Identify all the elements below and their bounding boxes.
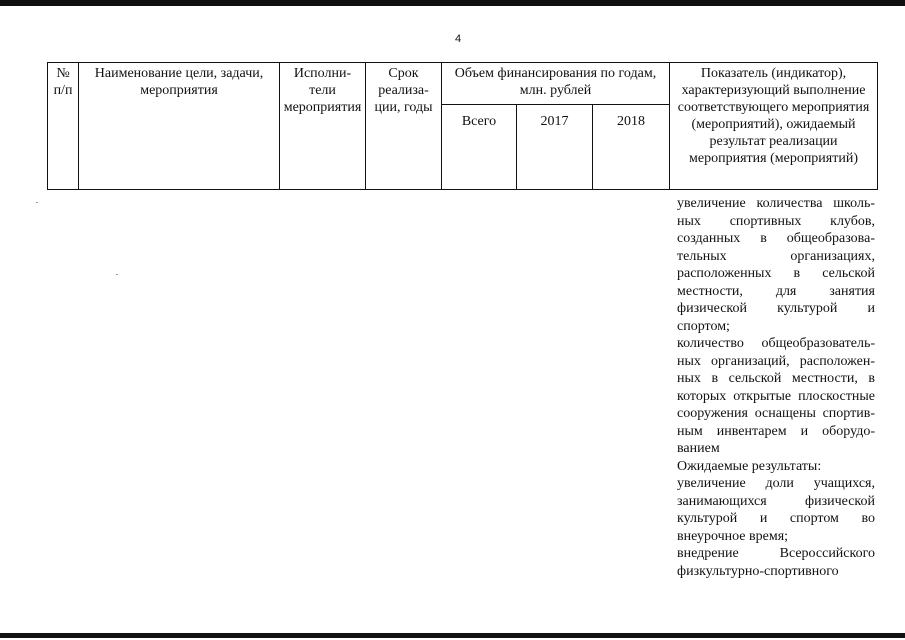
header-executors: Исполни-тели мероприятия — [280, 63, 366, 190]
top-border-line — [0, 0, 905, 6]
header-number: № п/п — [48, 63, 79, 190]
header-funding-2018: 2018 — [593, 105, 670, 190]
bottom-border-line — [0, 633, 905, 638]
scan-speck — [36, 202, 38, 203]
header-name: Наименование цели, задачи, мероприятия — [79, 63, 280, 190]
expected-results-heading: Ожидаемые результаты: — [677, 458, 822, 474]
program-table-header — [47, 62, 878, 190]
indicator-paragraph: внедрение Всероссийского физкультурно-спортивного — [677, 546, 875, 579]
header-indicator: Показатель (индикатор), характеризующий выполнение соответствующего мероприятия (мероприятий), ожидаемый результат реализации мероприятия (мероприятий) — [670, 63, 878, 190]
indicator-paragraph: увеличение доли учащихся, занимающихся физической культурой и спортом во внеурочное время; — [677, 476, 875, 544]
scan-speck — [116, 274, 118, 275]
page-number: 4 — [454, 33, 462, 45]
header-period: Срок реализа-ции, годы — [366, 63, 442, 190]
indicator-column-text — [677, 195, 875, 580]
header-funding: Объем финансирования по годам, млн. рублей — [442, 63, 670, 105]
indicator-paragraph: количество общеобразователь-ных организаций, расположен-ных в сельской местности, в которых открытые плоскостные сооружения оснащены спортив-ным инвентарем и оборудо-ванием — [677, 336, 875, 456]
header-funding-total: Всего — [442, 105, 517, 190]
indicator-paragraph: увеличение количества школь-ных спортивных клубов, созданных в общеобразова-тельных организациях, расположенных в сельской местности, для занятия физической культурой и спортом; — [677, 196, 875, 334]
header-funding-2017: 2017 — [517, 105, 593, 190]
